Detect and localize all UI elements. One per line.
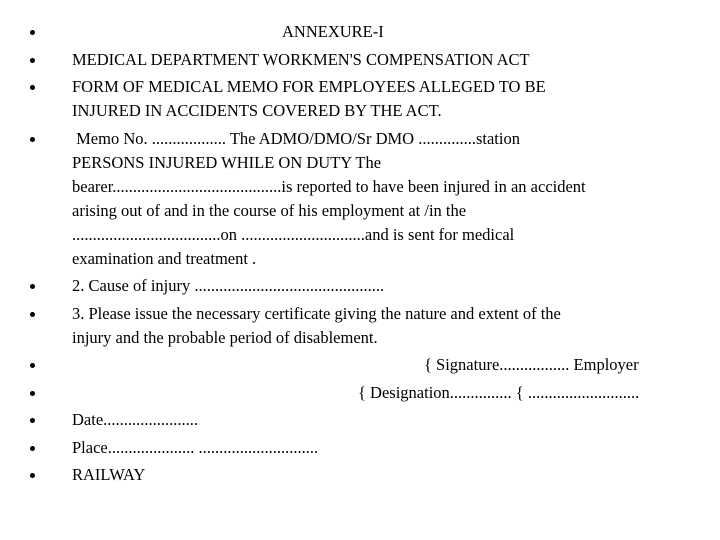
memo-form-bullet-list [30, 20, 700, 491]
memo-line-2: PERSONS INJURED WHILE ON DUTY The [72, 152, 382, 172]
list-item-cause-of-injury [30, 274, 700, 298]
list-item-signature [30, 353, 700, 377]
list-item-designation [30, 381, 700, 405]
bullet-icon [30, 85, 35, 90]
list-item-place [30, 436, 700, 460]
bullet-icon [30, 137, 35, 142]
cause-of-injury-text: 2. Cause of injury .............................................. [72, 276, 385, 295]
list-item-memo-body [30, 127, 700, 271]
memo-line-3: bearer.........................................is reported to have been injured in an accident [72, 176, 586, 196]
bullet-icon [30, 30, 35, 35]
memo-line-4: arising out of and in the course of his employment at /in the [72, 200, 467, 220]
annexure-heading: ANNEXURE-I [282, 22, 384, 41]
railway-line: RAILWAY [72, 465, 146, 484]
form-title-line-1: FORM OF MEDICAL MEMO FOR EMPLOYEES ALLEGED TO BE [72, 77, 546, 96]
bullet-icon [30, 473, 35, 478]
bullet-icon [30, 312, 35, 317]
bullet-icon [30, 446, 35, 451]
signature-line: { Signature................. Employer [424, 355, 639, 374]
memo-line-1: Memo No. .................. The ADMO/DMO/Sr DMO ..............station [72, 128, 520, 148]
bullet-icon [30, 284, 35, 289]
memo-line-5: ....................................on ..............................and is sent for medical [72, 224, 515, 244]
list-item-annexure-title [30, 20, 700, 44]
designation-line: { Designation............... { ........................... [358, 382, 640, 402]
list-item-railway [30, 463, 700, 487]
bullet-icon [30, 391, 35, 396]
list-item-date [30, 408, 700, 432]
date-line: Date....................... [72, 410, 199, 429]
certificate-line-1: 3. Please issue the necessary certificate giving the nature and extent of the [72, 303, 561, 323]
bullet-icon [30, 418, 35, 423]
form-title-line-2: INJURED IN ACCIDENTS COVERED BY THE ACT. [72, 101, 442, 120]
bullet-icon [30, 58, 35, 63]
list-item-certificate-request [30, 302, 700, 350]
list-item-department [30, 48, 700, 72]
place-line: Place..................... ............................. [72, 437, 319, 457]
memo-line-6: examination and treatment . [72, 248, 257, 268]
list-item-form-title [30, 75, 700, 123]
bullet-icon [30, 363, 35, 368]
certificate-line-2: injury and the probable period of disablement. [72, 327, 378, 347]
department-heading: MEDICAL DEPARTMENT WORKMEN'S COMPENSATION ACT [72, 49, 530, 69]
